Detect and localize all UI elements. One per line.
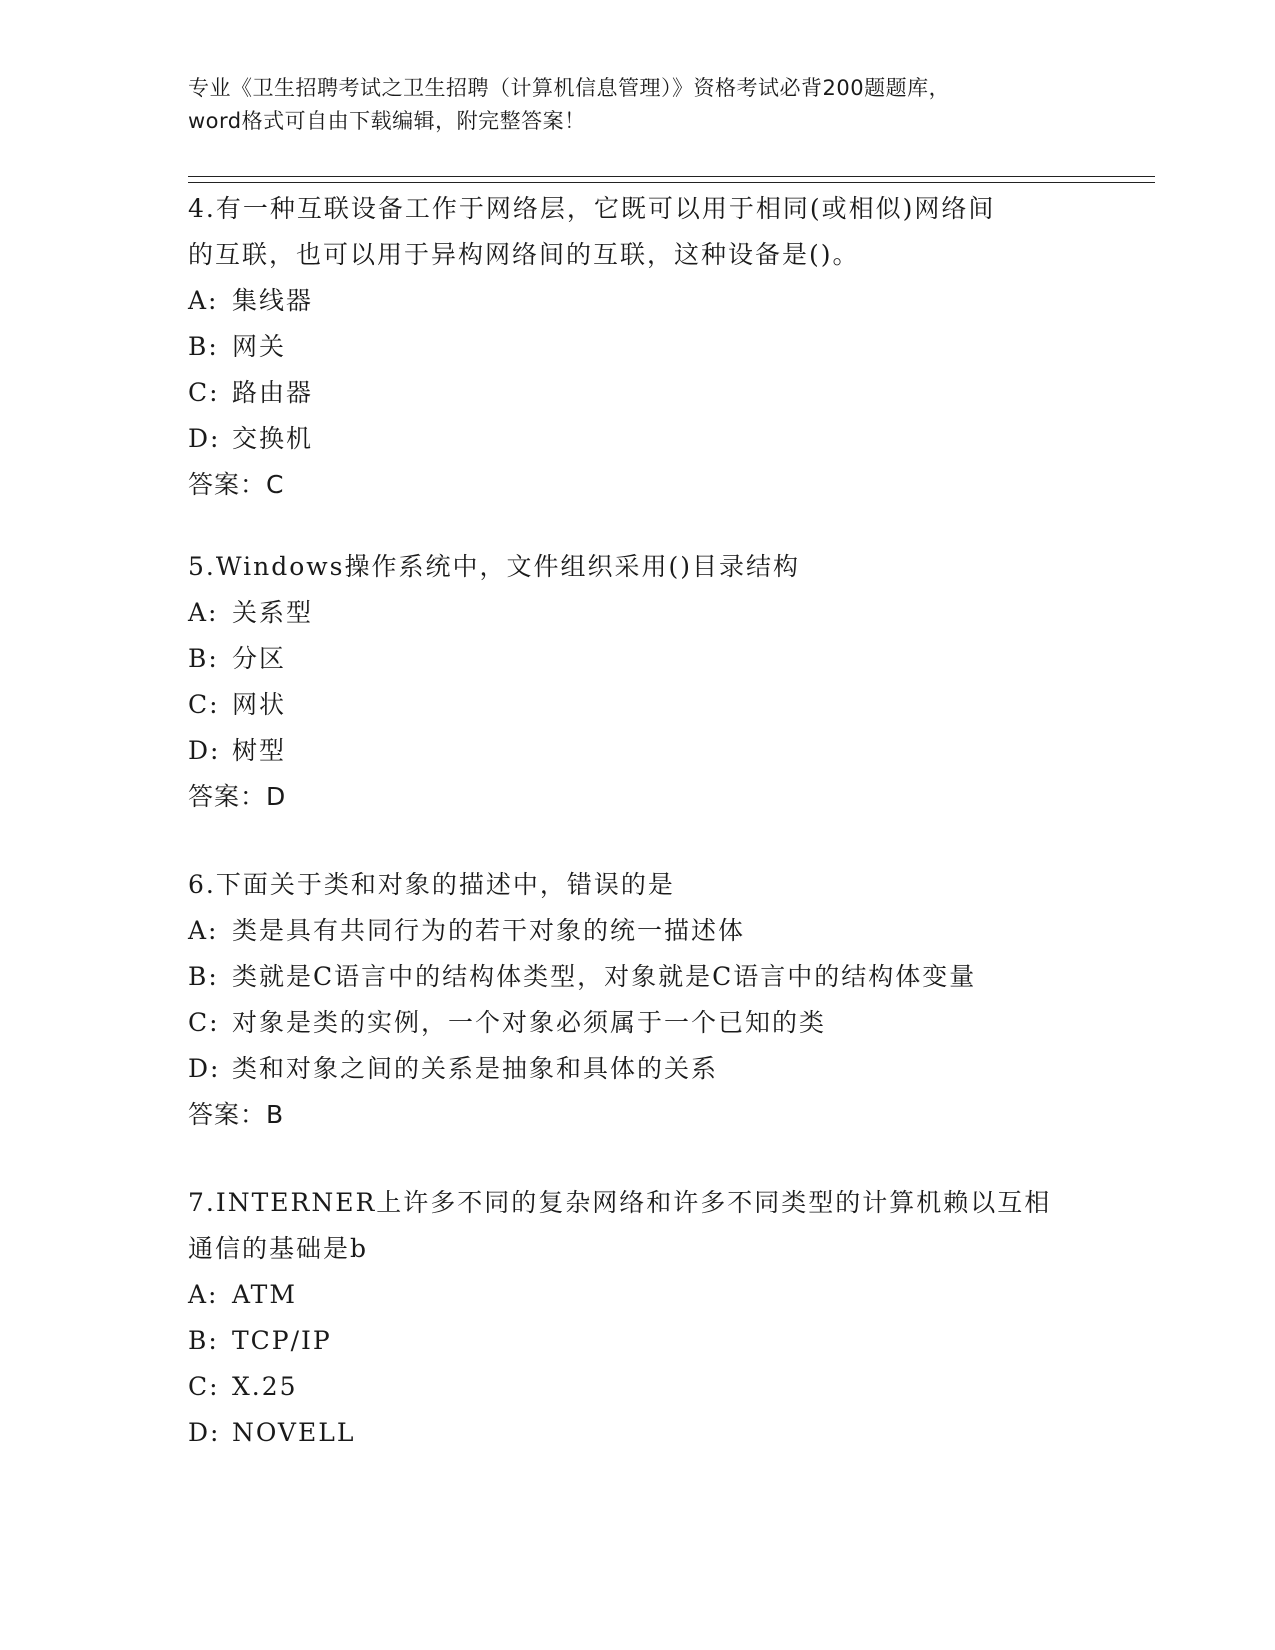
option-text: NOVELL <box>232 1418 356 1447</box>
option-text: TCP/IP <box>232 1326 332 1355</box>
question-7 <box>188 1180 1088 1456</box>
header-divider-bottom <box>188 182 1155 183</box>
question-stem-line: 4.有一种互联设备工作于网络层，它既可以用于相同(或相似)网络间 <box>188 194 996 223</box>
option-a <box>188 908 1088 954</box>
option-key: B: <box>188 332 219 361</box>
option-text: 类就是C语言中的结构体类型，对象就是C语言中的结构体变量 <box>232 962 977 991</box>
option-d <box>188 416 1088 462</box>
option-key: A: <box>188 1280 219 1309</box>
option-key: D: <box>188 1054 221 1083</box>
option-c <box>188 682 1088 728</box>
option-text: ATM <box>232 1280 297 1309</box>
option-key: C: <box>188 1372 220 1401</box>
option-a <box>188 278 1088 324</box>
option-key: C: <box>188 690 220 719</box>
option-b <box>188 954 1088 1000</box>
option-text: 类是具有共同行为的若干对象的统一描述体 <box>232 916 746 945</box>
option-key: A: <box>188 598 219 627</box>
option-key: D: <box>188 1418 221 1447</box>
option-b <box>188 1318 1088 1364</box>
option-b <box>188 636 1088 682</box>
option-c <box>188 1364 1088 1410</box>
option-text: 对象是类的实例，一个对象必须属于一个已知的类 <box>232 1008 827 1037</box>
answer-line: 答案：C <box>188 470 285 499</box>
question-6 <box>188 862 1088 1138</box>
option-b <box>188 324 1088 370</box>
option-key: D: <box>188 736 221 765</box>
option-key: D: <box>188 424 221 453</box>
option-text: 网关 <box>232 332 287 361</box>
option-key: A: <box>188 286 219 315</box>
header-line-2: word格式可自由下载编辑，附完整答案！ <box>188 109 586 133</box>
question-stem-line: 的互联，也可以用于异构网络间的互联，这种设备是()。 <box>188 240 860 269</box>
option-text: 树型 <box>232 736 287 765</box>
option-a <box>188 1272 1088 1318</box>
option-text: 网状 <box>232 690 287 719</box>
answer-line: 答案：D <box>188 782 287 811</box>
option-text: 类和对象之间的关系是抽象和具体的关系 <box>232 1054 719 1083</box>
question-4 <box>188 186 1088 508</box>
option-c <box>188 370 1088 416</box>
document-header <box>188 72 1088 138</box>
question-stem-line: 7.INTERNER上许多不同的复杂网络和许多不同类型的计算机赖以互相 <box>188 1188 1052 1217</box>
header-line-1: 专业《卫生招聘考试之卫生招聘（计算机信息管理）》资格考试必背200题题库， <box>188 76 951 100</box>
option-text: 分区 <box>232 644 287 673</box>
option-text: 路由器 <box>232 378 314 407</box>
question-stem-line: 通信的基础是b <box>188 1234 369 1263</box>
question-stem-line: 5.Windows操作系统中，文件组织采用()目录结构 <box>188 552 800 581</box>
answer-line: 答案：B <box>188 1100 285 1129</box>
option-key: C: <box>188 1008 220 1037</box>
option-text: 关系型 <box>232 598 314 627</box>
option-text: 交换机 <box>232 424 314 453</box>
question-stem-line: 6.下面关于类和对象的描述中，错误的是 <box>188 870 675 899</box>
option-d <box>188 1410 1088 1456</box>
option-c <box>188 1000 1088 1046</box>
option-text: 集线器 <box>232 286 314 315</box>
option-d <box>188 1046 1088 1092</box>
option-key: B: <box>188 644 219 673</box>
option-a <box>188 590 1088 636</box>
option-key: C: <box>188 378 220 407</box>
option-text: X.25 <box>232 1372 298 1401</box>
option-key: A: <box>188 916 219 945</box>
option-key: B: <box>188 962 219 991</box>
option-d <box>188 728 1088 774</box>
question-5 <box>188 544 1088 820</box>
header-divider-top <box>188 176 1155 177</box>
option-key: B: <box>188 1326 219 1355</box>
